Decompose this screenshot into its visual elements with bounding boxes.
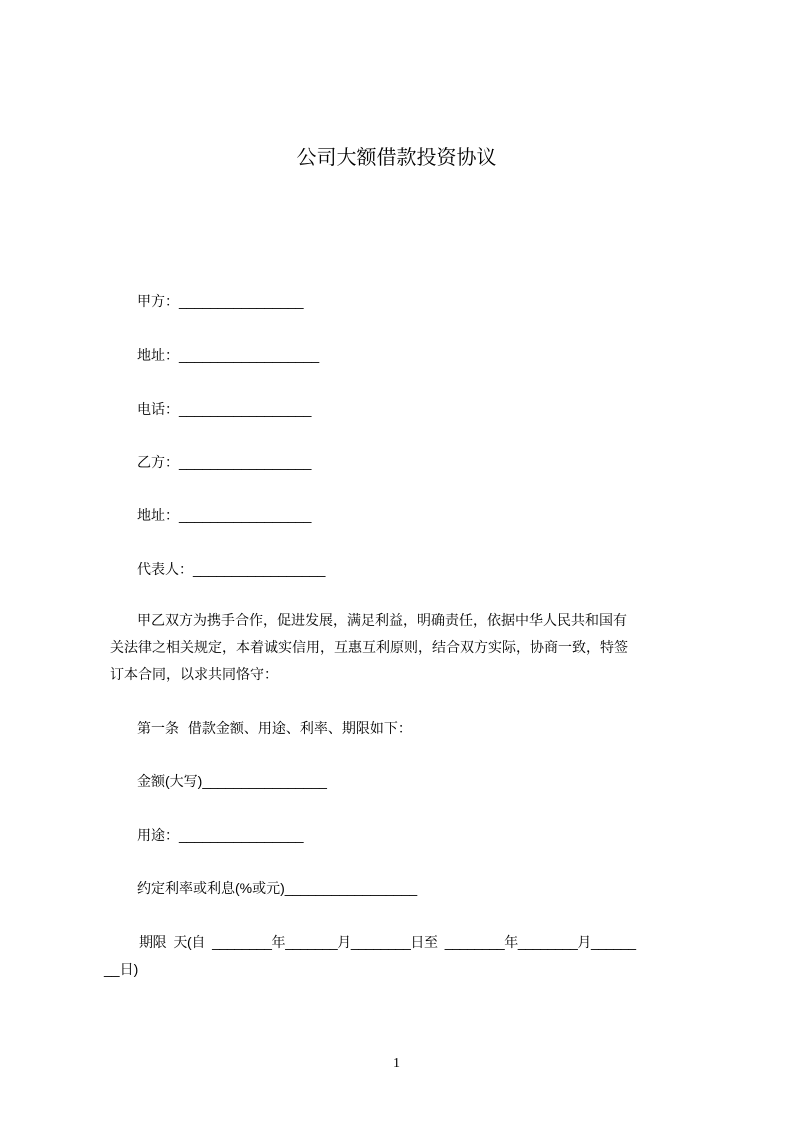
document-title: 公司大额借款投资协议 [296,145,497,169]
preamble-line: 关法律之相关规定，本着诚实信用，互惠互利原则，结合双方实际，协商一致，特签 [110,640,628,656]
party-b-field: 乙方：_________________ [137,454,312,470]
interest-rate-field: 约定利率或利息(%或元)_________________ [137,880,418,896]
page-number: 1 [393,1056,400,1071]
purpose-field: 用途：________________ [137,827,304,843]
term-field-continued: __日) [104,961,139,977]
party-a-address-field: 地址：__________________ [137,347,320,363]
party-a-field: 甲方：________________ [137,293,304,309]
representative-field: 代表人：_________________ [137,561,326,577]
preamble-line: 甲乙双方为携手合作，促进发展，满足利益，明确责任，依据中华人民共和国有 [137,613,627,629]
preamble-line: 订本合同，以求共同恪守： [110,667,278,683]
party-a-phone-field: 电话：_________________ [137,401,312,417]
term-field: 期限 天(自 ________年_______月________日至 ________年________月______ [139,934,636,950]
amount-field: 金额(大写)________________ [137,773,327,789]
article-1-heading: 第一条 借款金额、用途、利率、期限如下： [137,721,412,737]
party-b-address-field: 地址：_________________ [137,507,312,523]
